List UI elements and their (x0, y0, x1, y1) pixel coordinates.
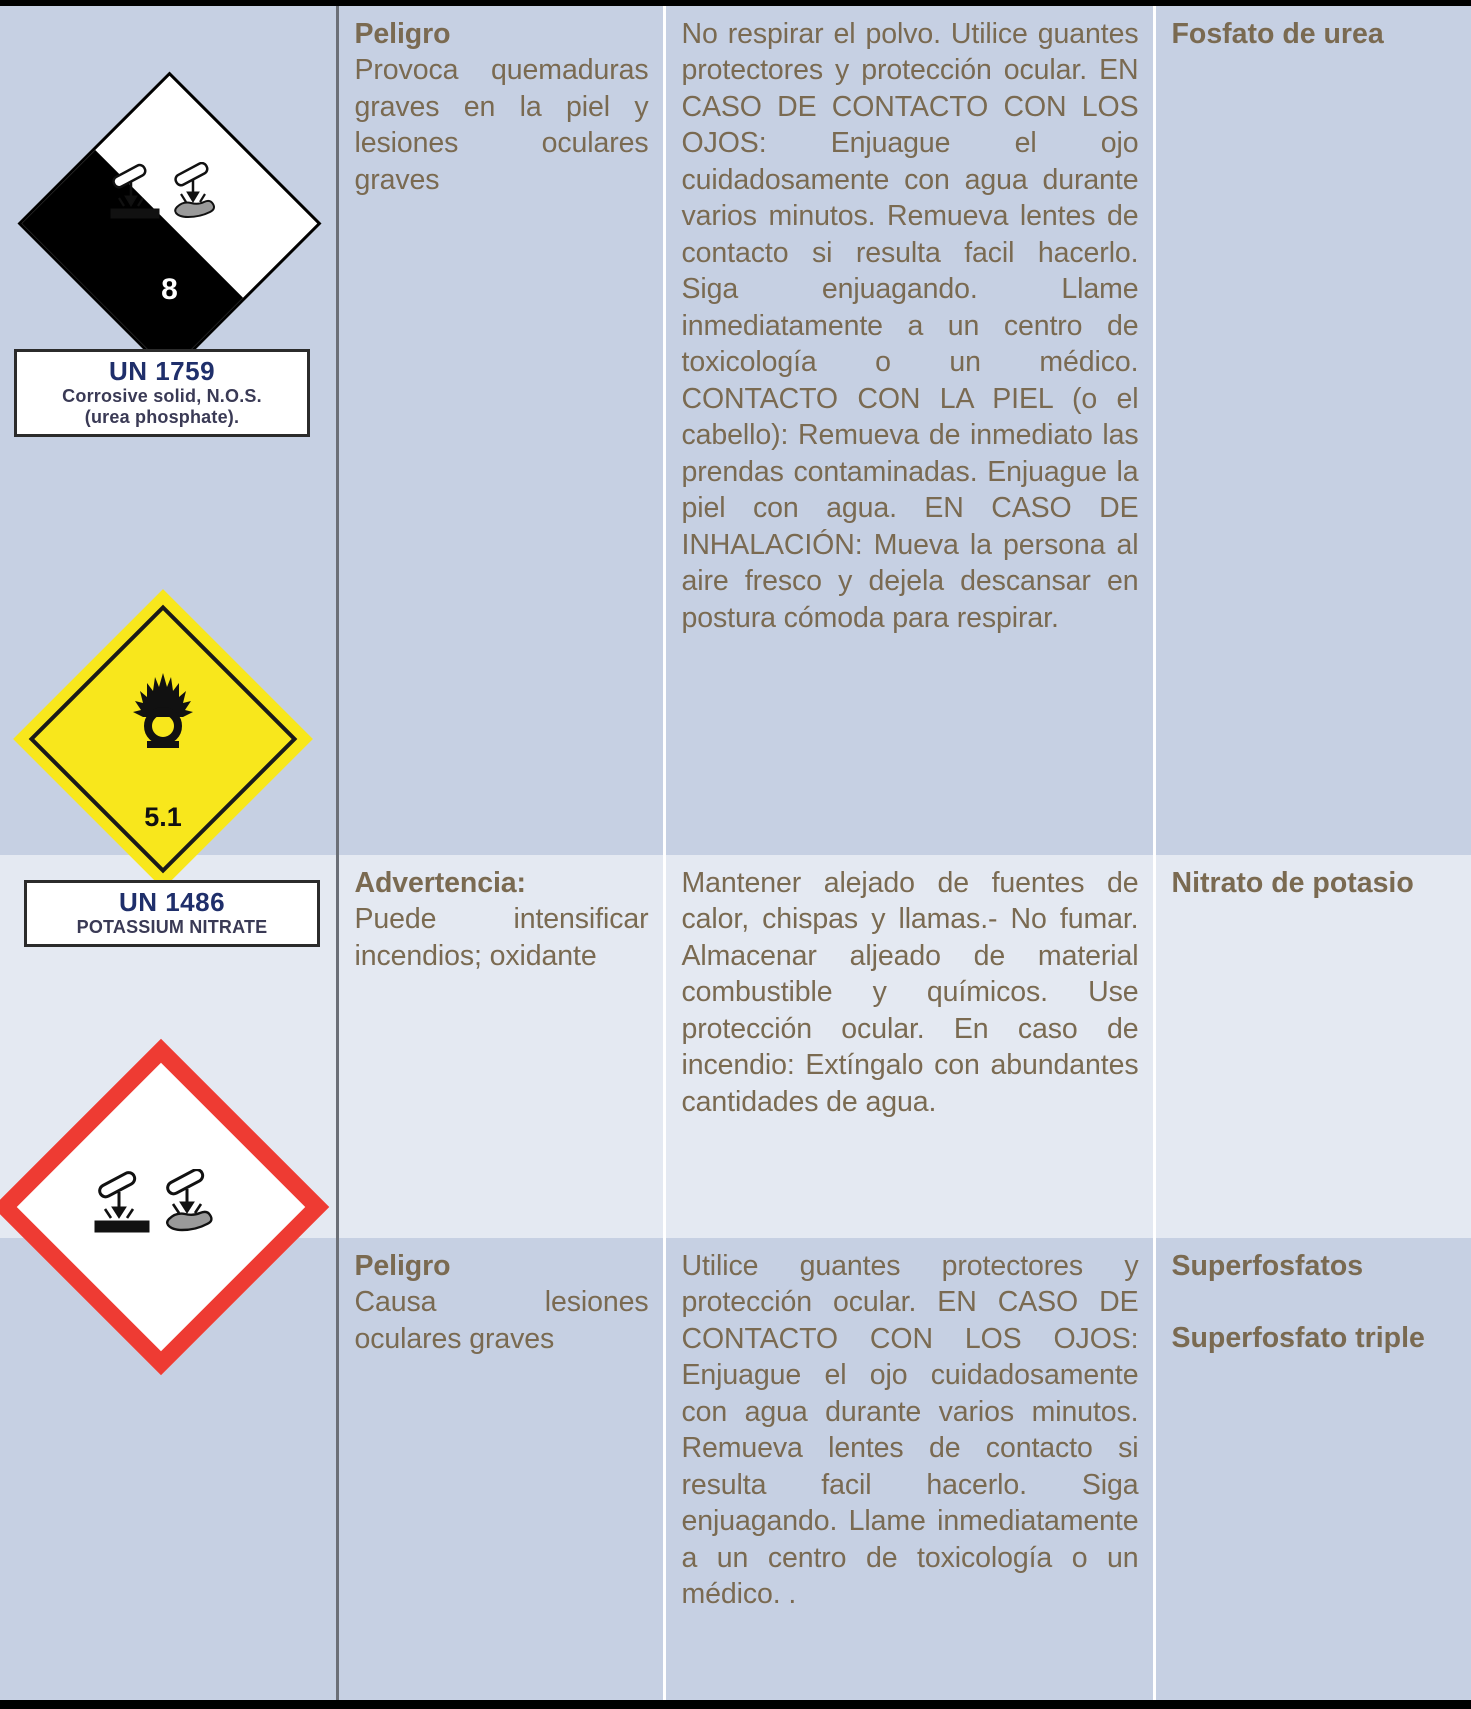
signal-word-cell-row3 (337, 1238, 664, 1700)
signal-word-block-row2 (355, 865, 649, 974)
precaution-cell-row2 (664, 855, 1154, 1238)
un-number-label-1486 (24, 880, 320, 947)
un-number-label-1759 (14, 349, 310, 437)
flame-over-circle-icon (125, 671, 201, 751)
precautionary-statement: Utilice guantes protectores y protección ocular. EN CASO DE CONTACTO CON LOS OJOS: Enjuague el ojo cuidadosamente con agua durante varios minutos. Remueva lentes de contacto si resulta facil hacerlo. Siga enjuagando. Llame inmediatamente a un centro de toxicología o un médico. . (681, 1250, 1139, 1611)
signal-word-block-row1 (355, 16, 649, 198)
un-technical-name: (urea phosphate). (84, 406, 240, 427)
product-name-secondary: Superfosfato triple (1171, 1322, 1425, 1355)
product-cell-row1 (1154, 6, 1471, 855)
hazard-statement: Puede intensificar incendios; oxidante (354, 903, 649, 972)
precaution-cell-row3 (664, 1238, 1154, 1700)
product-name-group (1172, 1248, 1458, 1357)
hazard-class-number: 8 (161, 273, 178, 306)
un-number: UN 1486 (118, 887, 226, 917)
un-proper-shipping-name: POTASSIUM NITRATE (76, 917, 268, 938)
ghs05-corrosion-pictogram-icon (42, 1088, 280, 1326)
corrosion-symbol-icon (105, 162, 235, 232)
class51-oxidizer-placard-icon (57, 633, 269, 845)
product-cell-row3 (1154, 1238, 1471, 1700)
class8-corrosive-placard-icon (62, 116, 277, 331)
corrosion-symbol-icon (91, 1169, 231, 1245)
precautionary-statement: No respirar el polvo. Utilice guantes protectores y protección ocular. EN CASO DE CONTACTO CON LOS OJOS: Enjuague el ojo cuidadosamente con agua durante varios minutos. Remueva lentes de contacto si resulta facil hacerlo. Siga enjuagando. Llame inmediatamente a un centro de toxicología o un médico. CONTACTO CON LA PIEL (o el cabello): Remueva de inmediato las prendas contaminadas. Enjuague la piel con agua. EN CASO DE INHALACIÓN: Mueva la persona al aire fresco y dejela descansar en postura cómoda para respirar. (681, 18, 1139, 634)
precautionary-statement: Mantener alejado de fuentes de calor, chispas y llamas.- No fumar. Almacenar aljeado de material combustible y químicos. Use protección ocular. En caso de incendio: Extíngalo con abundantes cantidades de agua. (681, 867, 1139, 1118)
product-name: Nitrato de potasio (1171, 867, 1414, 899)
un-number: UN 1759 (108, 356, 216, 386)
hazard-statement: Provoca quemaduras graves en la piel y lesiones oculares graves (354, 54, 649, 196)
signal-word-block-row3 (355, 1248, 649, 1357)
product-name-primary: Superfosfatos (1171, 1250, 1364, 1282)
signal-word-cell-row2 (337, 855, 664, 1238)
hazard-class-number: 5.1 (144, 802, 182, 832)
product-name: Fosfato de urea (1171, 18, 1384, 50)
spacer (1172, 1284, 1458, 1320)
signal-word: Peligro (354, 18, 451, 50)
hazard-statement: Causa lesiones oculares graves (354, 1286, 649, 1355)
precaution-cell-row1 (664, 6, 1154, 855)
product-cell-row2 (1154, 855, 1471, 1238)
un-proper-shipping-name: Corrosive solid, N.O.S. (62, 386, 262, 407)
signal-word: Advertencia: (354, 867, 526, 899)
hazard-communication-table (0, 6, 1471, 1700)
signal-word-cell-row1 (337, 6, 664, 855)
signal-word: Peligro (354, 1250, 451, 1282)
